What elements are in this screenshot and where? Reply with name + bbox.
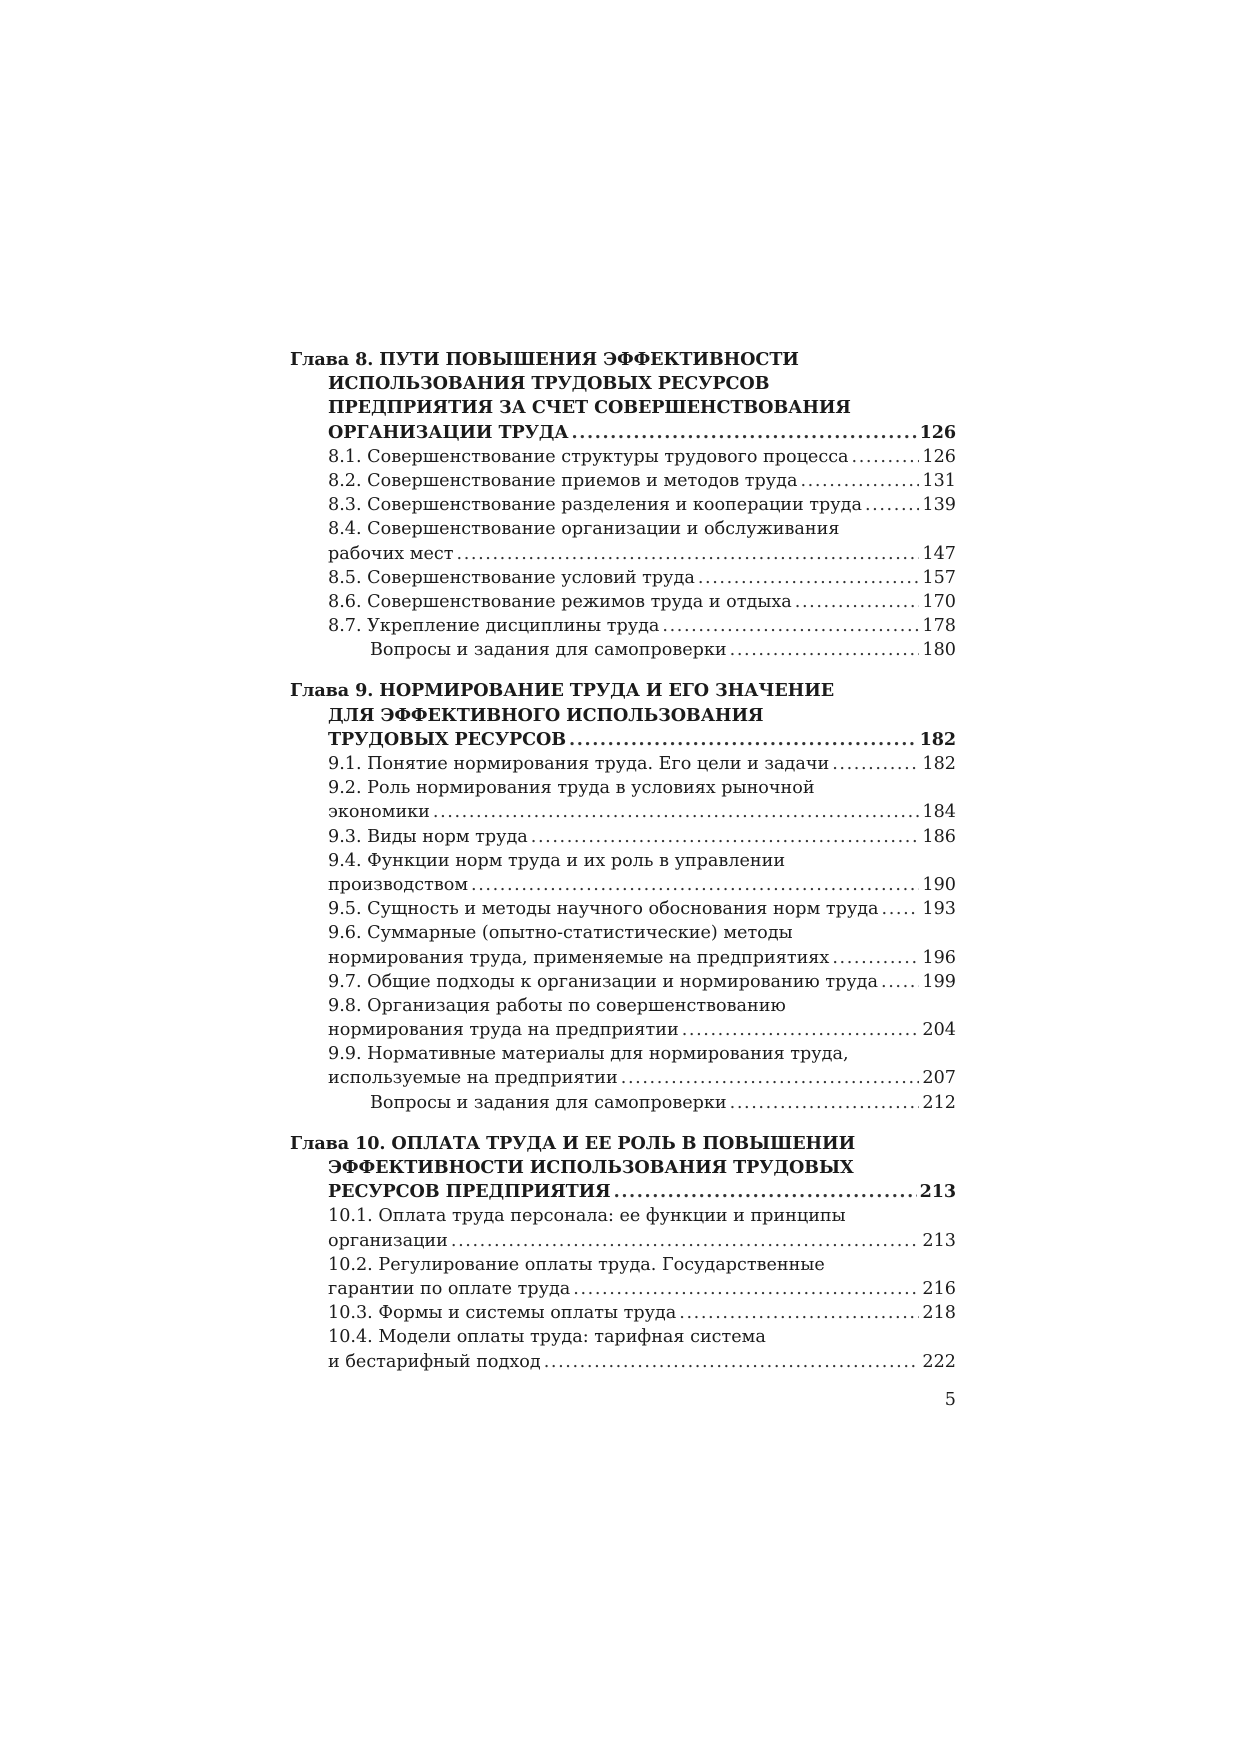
- dot-leader: [730, 638, 920, 662]
- toc-entry-label: ПРЕДПРИЯТИЯ ЗА СЧЕТ СОВЕРШЕНСТВОВАНИЯ: [328, 397, 851, 419]
- toc-page-number: 199: [922, 971, 956, 992]
- dot-leader: [679, 1301, 919, 1325]
- toc-section-entry: [290, 970, 956, 994]
- toc-section-entry: [290, 849, 956, 873]
- dot-leader: [800, 469, 919, 493]
- toc-entry-label: нормирования труда на предприятии: [328, 1020, 679, 1041]
- toc-entry-label: 9.1. Понятие нормирования труда. Его цели и задачи: [328, 754, 830, 774]
- toc-section-entry: [290, 566, 956, 590]
- toc-chapter-title-line: [290, 679, 956, 703]
- toc-section-entry: [290, 445, 956, 469]
- dot-leader: [682, 1018, 920, 1042]
- toc-chapter-title-line: [290, 348, 956, 372]
- toc-entry-label: 9.3. Виды норм труда: [328, 826, 528, 847]
- dot-leader: [614, 1180, 917, 1204]
- toc-entry-label: гарантии по оплате труда: [328, 1278, 571, 1299]
- toc-chapter-title-line: [290, 372, 956, 396]
- toc-section-entry: [290, 469, 956, 493]
- toc-page-number: 182: [919, 728, 956, 750]
- toc-entry-label: 9.5. Сущность и методы научного обоснования норм труда: [328, 899, 879, 920]
- toc-section-entry: [290, 1253, 956, 1277]
- dot-leader: [882, 897, 920, 921]
- toc-entry-label: Глава 10. ОПЛАТА ТРУДА И ЕЕ РОЛЬ В ПОВЫШЕНИИ: [290, 1132, 856, 1154]
- toc-page-number: 180: [922, 640, 956, 661]
- toc-questions-entry: [290, 638, 956, 662]
- toc-page-number: 157: [922, 567, 956, 588]
- toc-page-number: 126: [919, 421, 956, 443]
- toc-entry-label: 10.3. Формы и системы оплаты труда: [328, 1303, 677, 1324]
- toc-chapter-title-line: [290, 396, 956, 420]
- toc-entry-label: ОРГАНИЗАЦИИ ТРУДА: [328, 421, 569, 443]
- toc-entry-label: 8.4. Совершенствование организации и обслуживания: [328, 519, 840, 540]
- toc-page-number: 196: [922, 947, 956, 968]
- toc-section-entry: [290, 873, 956, 897]
- toc-entry-label: 10.1. Оплата труда персонала: ее функции и принципы: [328, 1206, 846, 1227]
- toc-entry-label: 8.3. Совершенствование разделения и кооперации труда: [328, 495, 862, 516]
- dot-leader: [881, 970, 919, 994]
- toc-section-entry: [290, 1301, 956, 1325]
- toc-section-entry: [290, 1018, 956, 1042]
- dot-leader: [531, 825, 920, 849]
- toc-questions-entry: [290, 1091, 956, 1115]
- chapter-spacer: [290, 662, 956, 679]
- toc-entry-label: производством: [328, 874, 469, 895]
- toc-page-number: 193: [922, 899, 956, 920]
- dot-leader: [572, 421, 917, 445]
- toc-section-entry: [290, 897, 956, 921]
- toc-entry-label: ТРУДОВЫХ РЕСУРСОВ: [328, 728, 567, 750]
- toc-page-number: 178: [922, 616, 956, 637]
- toc-entry-label: экономики: [328, 802, 430, 823]
- toc-page-number: 216: [922, 1278, 956, 1299]
- toc-section-entry: [290, 946, 956, 970]
- toc-chapter-title-line: [290, 1156, 956, 1180]
- toc-chapter-title-line: [290, 1132, 956, 1156]
- dot-leader: [544, 1350, 920, 1374]
- dot-leader: [832, 752, 919, 776]
- toc-entry-label: Глава 8. ПУТИ ПОВЫШЕНИЯ ЭФФЕКТИВНОСТИ: [290, 349, 799, 370]
- toc-entry-label: ИСПОЛЬЗОВАНИЯ ТРУДОВЫХ РЕСУРСОВ: [328, 373, 770, 395]
- dot-leader: [569, 728, 917, 752]
- toc-section-entry: [290, 1325, 956, 1349]
- dot-leader: [471, 873, 919, 897]
- toc-page-number: 204: [922, 1020, 956, 1041]
- toc-entry-label: 9.9. Нормативные материалы для нормирования труда,: [328, 1044, 849, 1065]
- toc-page-number: 213: [919, 1181, 956, 1203]
- toc-section-entry: [290, 921, 956, 945]
- toc-page-number: 170: [922, 591, 956, 612]
- toc-entry-label: Вопросы и задания для самопроверки: [370, 640, 727, 661]
- toc-entry-label: ДЛЯ ЭФФЕКТИВНОГО ИСПОЛЬЗОВАНИЯ: [328, 704, 764, 726]
- toc-section-entry: [290, 994, 956, 1018]
- table-of-contents: [290, 348, 956, 1374]
- toc-section-entry: [290, 1229, 956, 1253]
- dot-leader: [730, 1091, 920, 1115]
- toc-entry-label: Вопросы и задания для самопроверки: [370, 1092, 727, 1113]
- toc-section-entry: [290, 1350, 956, 1374]
- toc-page-number: 139: [922, 495, 956, 516]
- toc-page-number: 218: [922, 1303, 956, 1324]
- toc-chapter-title-line: [290, 1180, 956, 1204]
- toc-entry-label: 8.5. Совершенствование условий труда: [328, 567, 695, 588]
- toc-page-number: 184: [922, 802, 956, 823]
- toc-chapter: [290, 1132, 956, 1374]
- toc-page-number: 213: [922, 1230, 956, 1251]
- toc-section-entry: [290, 614, 956, 638]
- toc-entry-label: используемые на предприятии: [328, 1068, 618, 1089]
- toc-section-entry: [290, 1277, 956, 1301]
- toc-page-number: 131: [922, 470, 956, 491]
- toc-page-number: 126: [922, 446, 956, 467]
- dot-leader: [698, 566, 920, 590]
- dot-leader: [852, 445, 920, 469]
- toc-chapter: [290, 679, 956, 1114]
- toc-chapter-title-line: [290, 728, 956, 752]
- toc-entry-label: 9.2. Роль нормирования труда в условиях рыночной: [328, 778, 815, 799]
- dot-leader: [573, 1277, 919, 1301]
- toc-page-number: 212: [922, 1092, 956, 1113]
- toc-section-entry: [290, 517, 956, 541]
- dot-leader: [795, 590, 920, 614]
- toc-entry-label: Глава 9. НОРМИРОВАНИЕ ТРУДА И ЕГО ЗНАЧЕНИЕ: [290, 680, 835, 702]
- dot-leader: [433, 800, 920, 824]
- dot-leader: [457, 542, 920, 566]
- toc-entry-label: 8.1. Совершенствование структуры трудового процесса: [328, 446, 849, 467]
- toc-chapter: [290, 348, 956, 662]
- toc-section-entry: [290, 800, 956, 824]
- toc-entry-label: 8.7. Укрепление дисциплины труда: [328, 616, 660, 637]
- toc-page-number: 182: [922, 754, 956, 774]
- toc-page-number: 190: [922, 874, 956, 895]
- dot-leader: [621, 1066, 920, 1090]
- toc-section-entry: [290, 825, 956, 849]
- toc-page-number: 186: [922, 826, 956, 847]
- dot-leader: [865, 493, 919, 517]
- toc-page-number: 207: [922, 1068, 956, 1089]
- toc-chapter-title-line: [290, 421, 956, 445]
- toc-entry-label: 10.4. Модели оплаты труда: тарифная система: [328, 1327, 766, 1348]
- toc-section-entry: [290, 1066, 956, 1090]
- toc-section-entry: [290, 1042, 956, 1066]
- toc-section-entry: [290, 542, 956, 566]
- toc-section-entry: [290, 752, 956, 776]
- chapter-spacer: [290, 1115, 956, 1132]
- toc-entry-label: организации: [328, 1230, 448, 1251]
- toc-entry-label: 9.6. Суммарные (опытно-статистические) методы: [328, 923, 793, 944]
- toc-entry-label: и бестарифный подход: [328, 1351, 541, 1372]
- toc-entry-label: 10.2. Регулирование оплаты труда. Государственные: [328, 1254, 825, 1275]
- toc-entry-label: 9.4. Функции норм труда и их роль в управлении: [328, 850, 786, 871]
- toc-entry-label: ЭФФЕКТИВНОСТИ ИСПОЛЬЗОВАНИЯ ТРУДОВЫХ: [328, 1157, 854, 1178]
- toc-section-entry: [290, 776, 956, 800]
- toc-section-entry: [290, 590, 956, 614]
- toc-section-entry: [290, 1204, 956, 1228]
- toc-entry-label: РЕСУРСОВ ПРЕДПРИЯТИЯ: [328, 1181, 611, 1203]
- toc-entry-label: 9.8. Организация работы по совершенствованию: [328, 995, 786, 1016]
- toc-chapter-title-line: [290, 704, 956, 728]
- toc-entry-label: рабочих мест: [328, 543, 454, 564]
- page-number: 5: [944, 1390, 956, 1410]
- toc-entry-label: нормирования труда, применяемые на предприятиях: [328, 947, 830, 968]
- toc-section-entry: [290, 493, 956, 517]
- toc-page-number: 147: [922, 543, 956, 564]
- dot-leader: [832, 946, 919, 970]
- dot-leader: [662, 614, 919, 638]
- toc-entry-label: 9.7. Общие подходы к организации и нормированию труда: [328, 971, 879, 992]
- dot-leader: [451, 1229, 920, 1253]
- toc-entry-label: 8.2. Совершенствование приемов и методов труда: [328, 470, 798, 491]
- toc-page-number: 222: [922, 1351, 956, 1372]
- toc-entry-label: 8.6. Совершенствование режимов труда и отдыха: [328, 591, 792, 612]
